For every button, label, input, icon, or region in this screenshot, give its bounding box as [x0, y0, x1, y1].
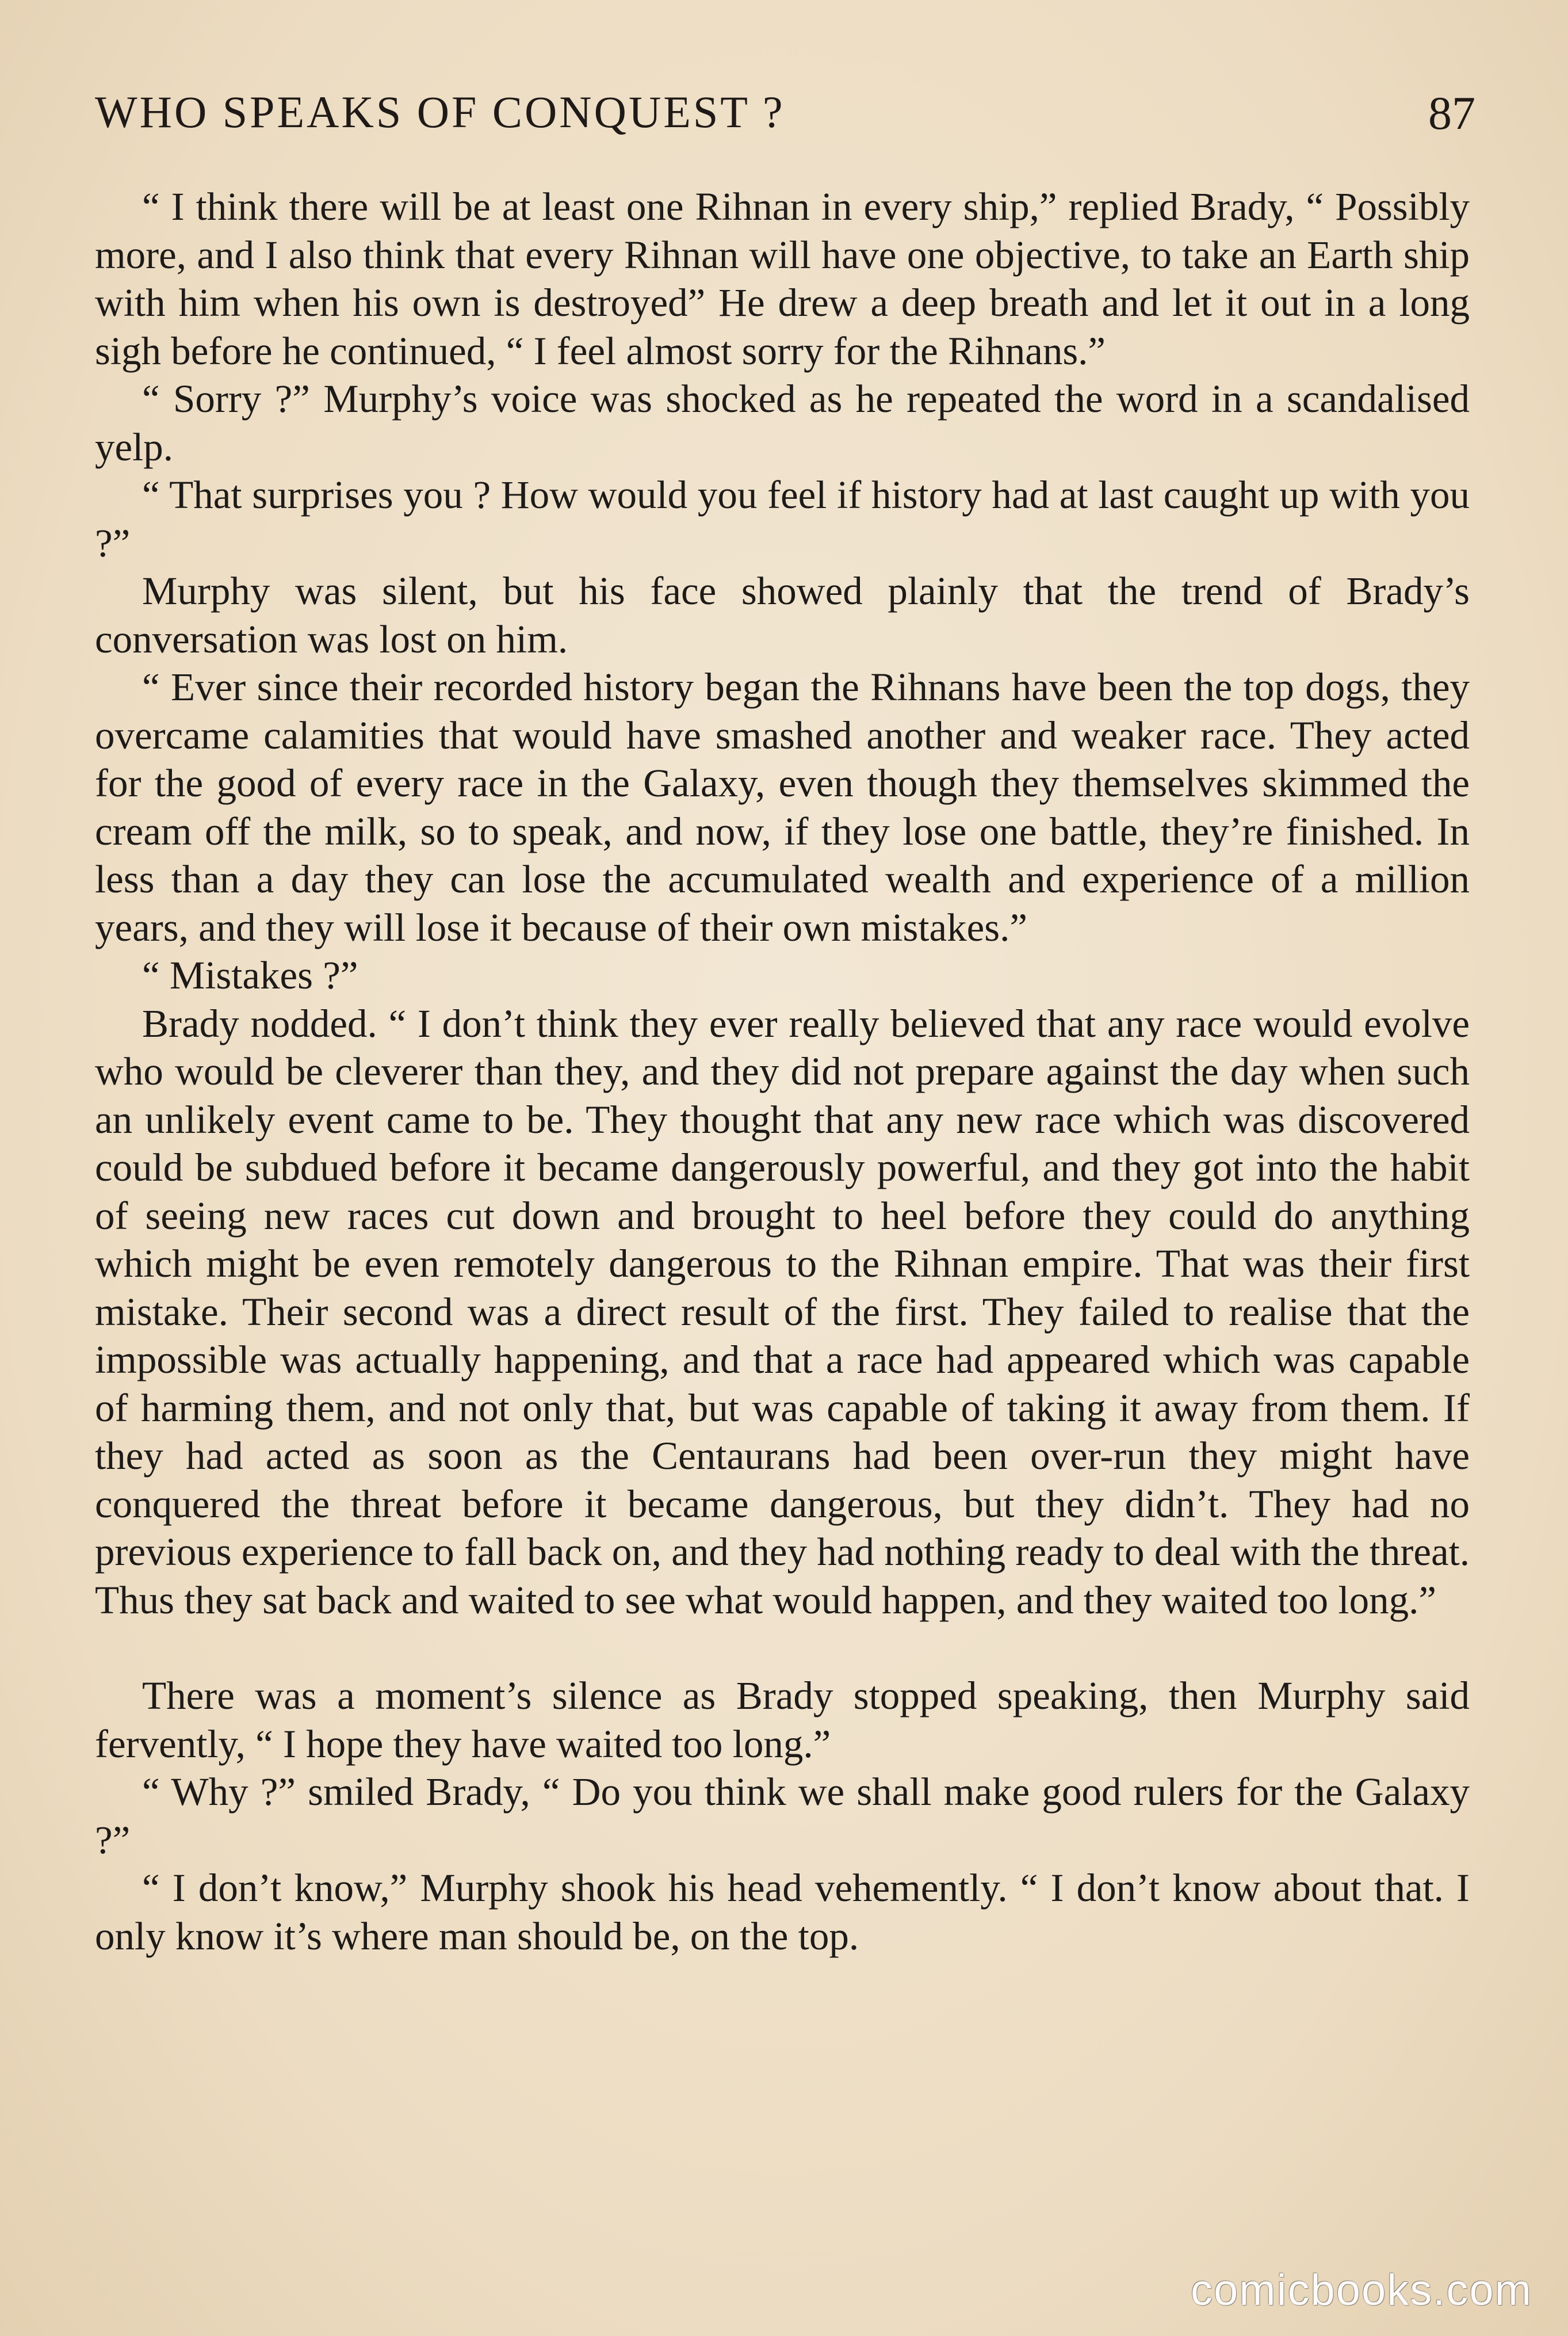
watermark: comicbooks.com	[1191, 2266, 1532, 2315]
page-number: 87	[1428, 87, 1475, 139]
paragraph: “ Why ?” smiled Brady, “ Do you think we shall make good rulers for the Galaxy ?”	[95, 1770, 1470, 1862]
body-text	[95, 183, 1470, 1960]
paragraph: “ I think there will be at least one Rihnan in every ship,” replied Brady, “ Possibly more, and I also think that every Rihnan will have one objective, to take an Earth ship with him when his own is destroyed” He drew a deep breath and let it out in a long sigh before he continued, “ I feel almost sorry for the Rihnans.”	[95, 185, 1470, 373]
page-header	[95, 86, 1475, 150]
paragraph: Murphy was silent, but his face showed plainly that the trend of Brady’s conversation was lost on him.	[95, 569, 1470, 661]
paragraph: There was a moment’s silence as Brady stopped speaking, then Murphy said fervently, “ I hope they have waited too long.”	[95, 1674, 1470, 1766]
paragraph: “ Sorry ?” Murphy’s voice was shocked as he repeated the word in a scandalised yelp.	[95, 377, 1470, 469]
paragraph: “ Mistakes ?”	[142, 953, 358, 997]
paragraph: Brady nodded. “ I don’t think they ever really believed that any race would evolve who would be cleverer than they, and they did not prepare against the day when such an unlikely event came to be. They thought that any new race which was discovered could be subdued before it became dangerously powerful, and they got into the habit of seeing new races cut down and brought to heel before they could do anything which might be even remotely dangerous to the Rihnan empire. That was their first mistake. Their second was a direct result of the first. They failed to realise that the impossible was actually happening, and that a race had appeared which was capable of harming them, and not only that, but was capable of taking it away from them. If they had acted as soon as the Centaurans had been over-run they might have conquered the threat before it became dangerous, but they didn’t. They had no previous experience to fall back on, and they had nothing ready to deal with the threat. Thus they sat back and waited to see what would happen, and they waited too long.”	[95, 1001, 1470, 1622]
paragraph: “ Ever since their recorded history began the Rihnans have been the top dogs, they overcame calamities that would have smashed another and weaker race. They acted for the good of every race in the Galaxy, even though they themselves skimmed the cream off the milk, so to speak, and now, if they lose one battle, they’re finished. In less than a day they can lose the accumulated wealth and experience of a million years, and they will lose it because of their own mistakes.”	[95, 665, 1470, 949]
paragraph: “ That surprises you ? How would you feel if history had at last caught up with you ?”	[95, 473, 1470, 565]
running-head: WHO SPEAKS OF CONQUEST ?	[95, 87, 785, 137]
paragraph: “ I don’t know,” Murphy shook his head vehemently. “ I don’t know about that. I only know it’s where man should be, on the top.	[95, 1866, 1470, 1958]
